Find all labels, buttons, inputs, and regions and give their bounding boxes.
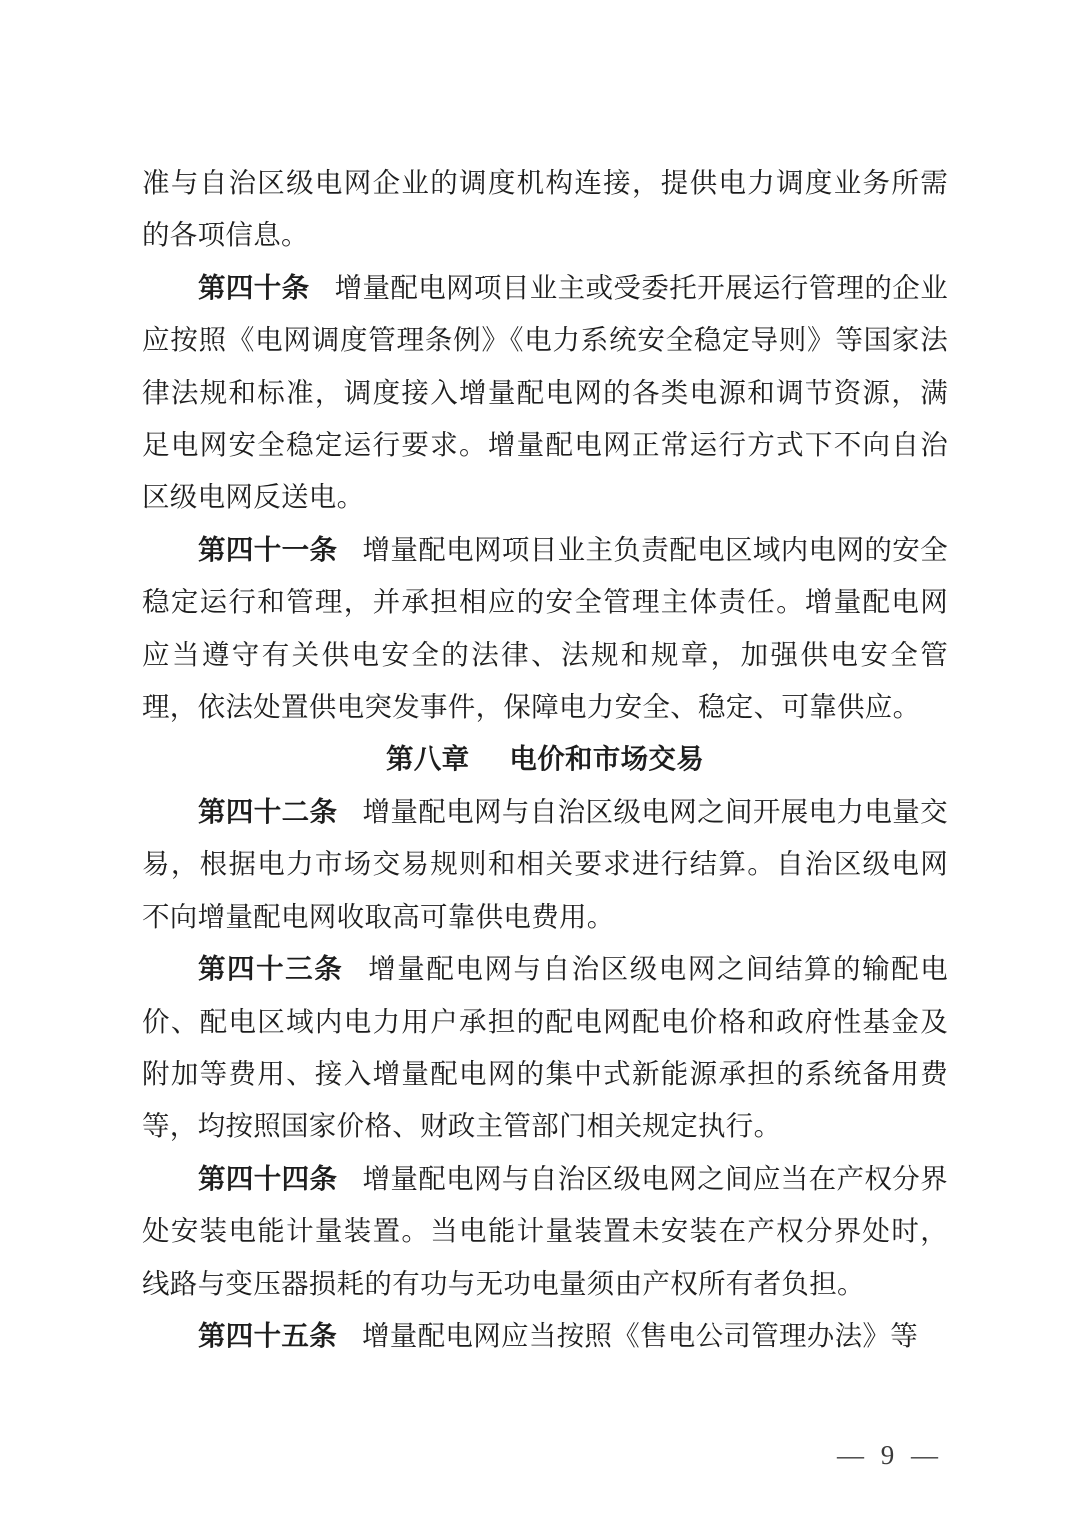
article-40-text: 增量配电网项目业主或受委托开展运行管理的企业应按照《电网调度管理条例》《电力系统安全稳定导则》等国家法律法规和标准，调度接入增量配电网的各类电源和调节资源，满足电网安全稳定运行要求。增量配电网正常运行方式下不向自治区级电网反送电。 (142, 271, 948, 513)
article-40-paragraph (142, 262, 948, 524)
page-number: — 9 — (837, 1440, 943, 1470)
article-41-text: 增量配电网项目业主负责配电区域内电网的安全稳定运行和管理，并承担相应的安全管理主体责任。增量配电网应当遵守有关供电安全的法律、法规和规章，加强供电安全管理，依法处置供电突发事件，保障电力安全、稳定、可靠供应。 (142, 533, 948, 723)
article-45-text: 增量配电网应当按照《售电公司管理办法》等 (362, 1319, 918, 1351)
article-41-paragraph (142, 524, 948, 734)
paragraph-intro-continuation: 准与自治区级电网企业的调度机构连接，提供电力调度业务所需的各项信息。 (142, 167, 948, 251)
chapter-8-heading (142, 733, 948, 785)
chapter-8-number: 第八章 (385, 743, 470, 775)
chapter-8-title: 电价和市场交易 (509, 743, 704, 775)
article-43-paragraph (142, 943, 948, 1153)
article-45-label: 第四十五条 (198, 1319, 337, 1351)
article-43-label: 第四十三条 (198, 953, 344, 985)
article-42-text: 增量配电网与自治区级电网之间开展电力电量交易，根据电力市场交易规则和相关要求进行结算。自治区级电网不向增量配电网收取高可靠供电费用。 (142, 795, 948, 932)
article-45-paragraph (142, 1310, 948, 1362)
article-44-paragraph (142, 1153, 948, 1310)
article-44-label: 第四十四条 (198, 1162, 338, 1194)
article-42-label: 第四十二条 (198, 795, 338, 827)
article-40-label: 第四十条 (198, 271, 310, 303)
article-43-text: 增量配电网与自治区级电网之间结算的输配电价、配电区域内电力用户承担的配电网配电价格和政府性基金及附加等费用、接入增量配电网的集中式新能源承担的系统备用费等，均按照国家价格、财政主管部门相关规定执行。 (142, 953, 948, 1142)
article-44-text: 增量配电网与自治区级电网之间应当在产权分界处安装电能计量装置。当电能计量装置未安装在产权分界处时，线路与变压器损耗的有功与无功电量须由产权所有者负担。 (142, 1162, 948, 1299)
document-body (142, 157, 948, 1362)
article-41-label: 第四十一条 (198, 533, 338, 565)
article-42-paragraph (142, 786, 948, 943)
